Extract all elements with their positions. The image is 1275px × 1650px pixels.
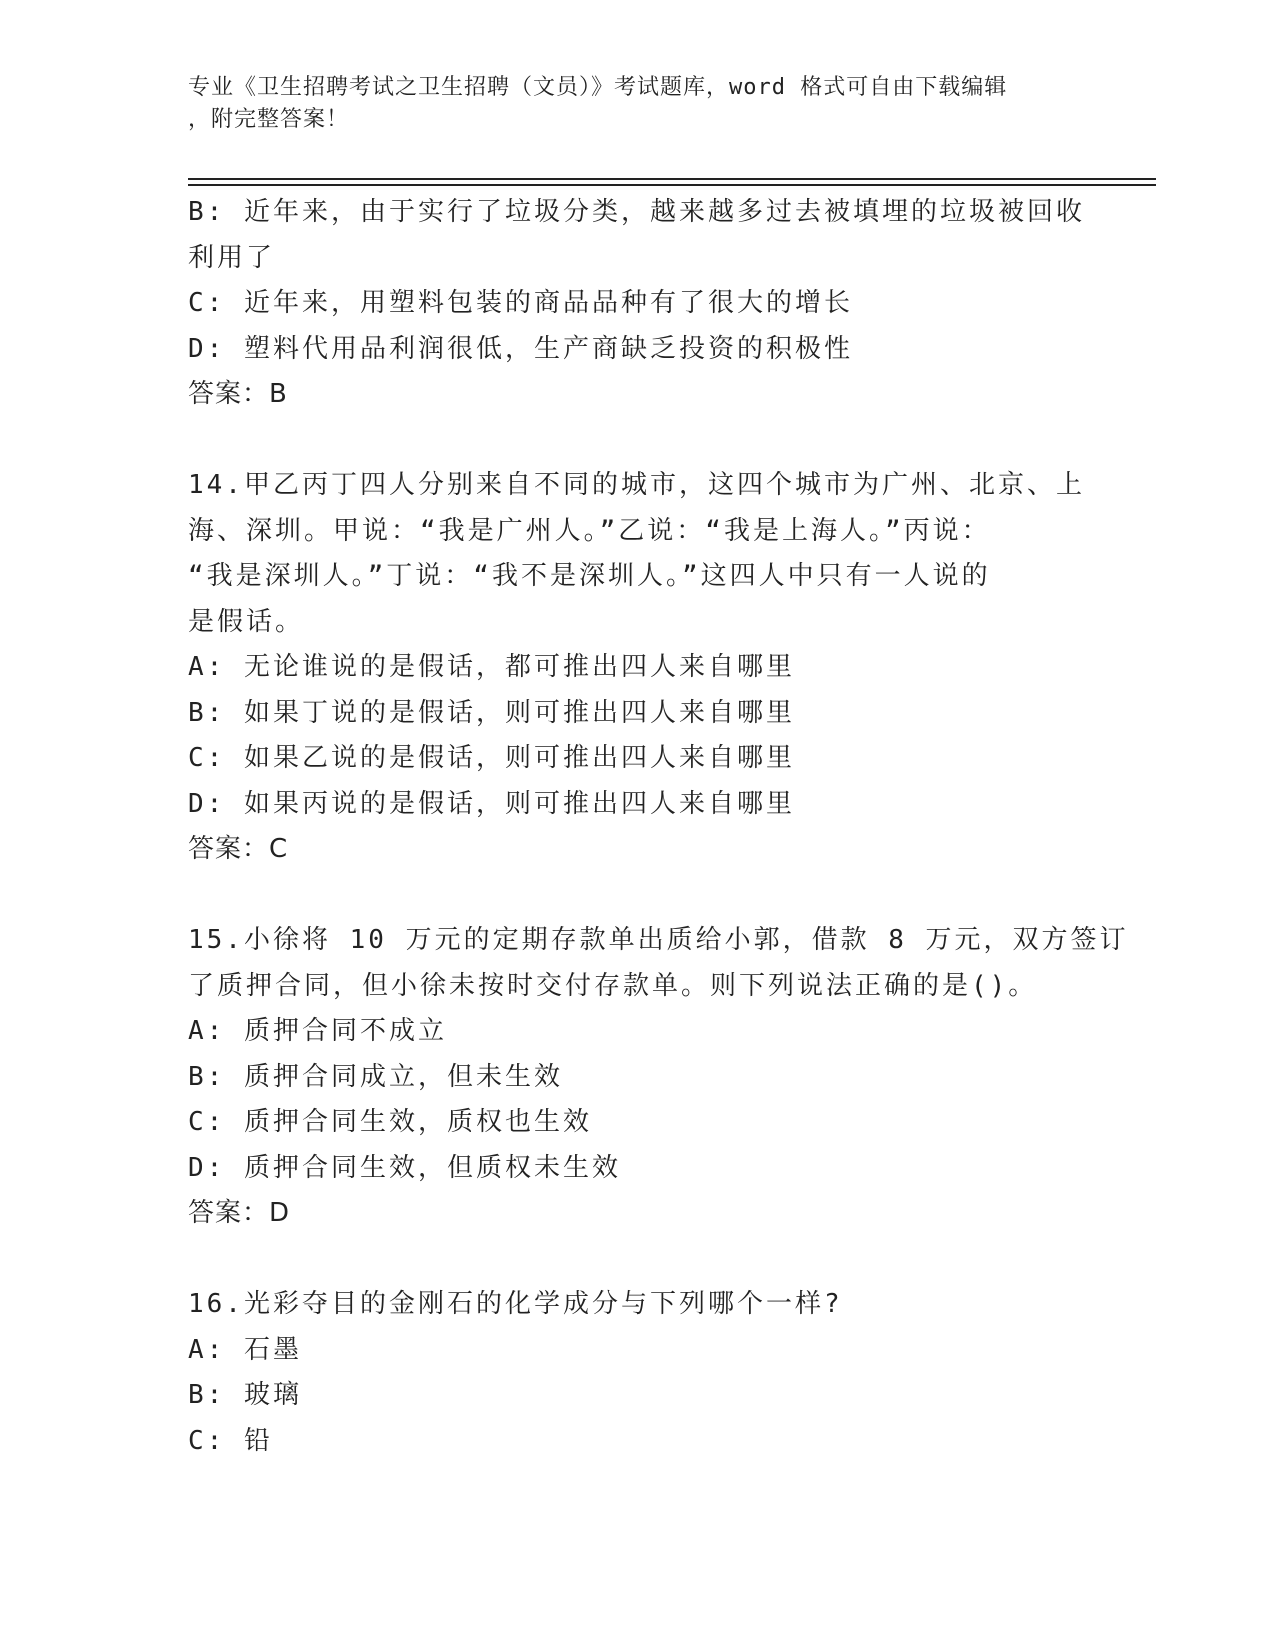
q13-answer: 答案：B [188, 379, 288, 409]
q15-stem-line-2: 了质押合同，但小徐未按时交付存款单。则下列说法正确的是()。 [188, 970, 1038, 1001]
q16-option-b: B: 玻璃 [188, 1380, 302, 1410]
q13-option-d: D: 塑料代用品利润很低，生产商缺乏投资的积极性 [188, 333, 853, 364]
q14-option-d: D: 如果丙说的是假话，则可推出四人来自哪里 [188, 788, 795, 819]
spacer [188, 418, 1088, 464]
q14-stem-line-1: 14.甲乙丙丁四人分别来自不同的城市，这四个城市为广州、北京、上 [188, 470, 1085, 500]
question-list [188, 190, 1129, 1464]
question-13 [188, 190, 1088, 418]
q13-option-c: C: 近年来，用塑料包装的商品品种有了很大的增长 [188, 288, 853, 318]
question-16 [188, 1282, 1088, 1464]
header-line-2: ，附完整答案！ [188, 107, 350, 132]
question-15 [188, 918, 1129, 1237]
q15-option-b: B: 质押合同成立，但未生效 [188, 1061, 563, 1092]
q15-stem-line-1: 15.小徐将 10 万元的定期存款单出质给小郭，借款 8 万元，双方签订 [188, 925, 1129, 955]
q14-option-c: C: 如果乙说的是假话，则可推出四人来自哪里 [188, 743, 795, 773]
q15-option-a: A: 质押合同不成立 [188, 1016, 447, 1046]
q15-option-c: C: 质押合同生效，质权也生效 [188, 1107, 592, 1137]
q15-option-d: D: 质押合同生效，但质权未生效 [188, 1152, 621, 1183]
q15-answer: 答案：D [188, 1198, 291, 1228]
document-header [188, 72, 1068, 136]
q14-option-a: A: 无论谁说的是假话，都可推出四人来自哪里 [188, 652, 795, 682]
q14-answer: 答案：C [188, 834, 289, 864]
q13-option-b-line-1: B: 近年来，由于实行了垃圾分类，越来越多过去被填埋的垃圾被回收 [188, 197, 1085, 227]
q16-option-a: A: 石墨 [188, 1334, 302, 1365]
q14-option-b: B: 如果丁说的是假话，则可推出四人来自哪里 [188, 697, 795, 728]
q16-option-c: C: 铅 [188, 1425, 273, 1456]
header-rule-bottom [188, 184, 1156, 186]
header-rule-top [188, 178, 1156, 180]
q16-stem-line-1: 16.光彩夺目的金刚石的化学成分与下列哪个一样? [188, 1289, 843, 1319]
header-line-1: 专业《卫生招聘考试之卫生招聘（文员）》考试题库，word 格式可自由下载编辑 [188, 75, 1008, 100]
q14-stem-line-2: 海、深圳。甲说：“我是广州人。”乙说：“我是上海人。”丙说： [188, 515, 991, 546]
spacer [188, 873, 1088, 919]
spacer [188, 1237, 1088, 1283]
question-14 [188, 463, 1088, 873]
q14-stem-line-4: 是假话。 [188, 606, 305, 637]
q13-option-b-line-2: 利用了 [188, 242, 276, 273]
q14-stem-line-3: “我是深圳人。”丁说：“我不是深圳人。”这四人中只有一人说的 [188, 561, 991, 591]
